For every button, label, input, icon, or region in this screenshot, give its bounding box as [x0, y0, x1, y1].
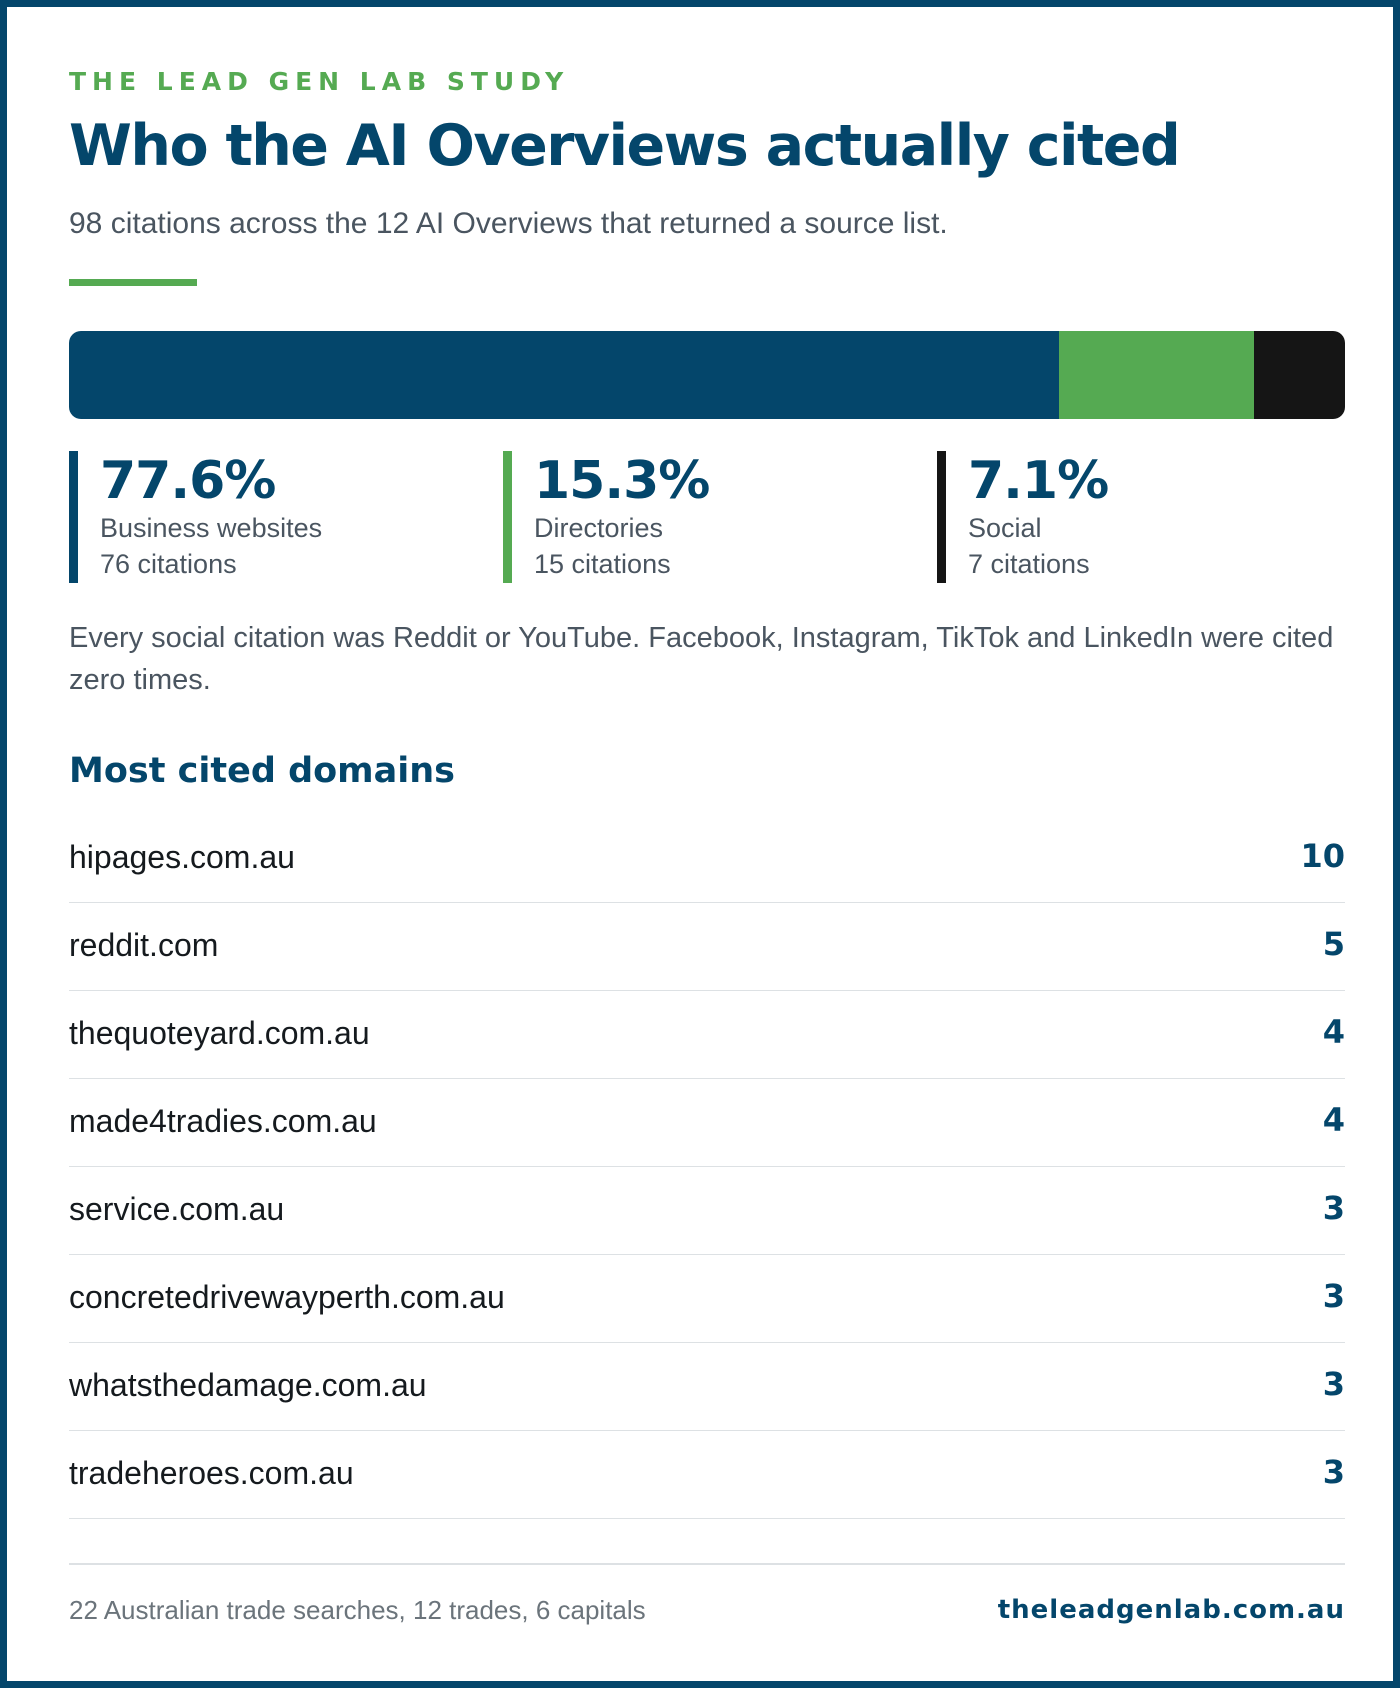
stat-percent: 7.1% — [968, 451, 1109, 511]
table-row — [69, 903, 1345, 991]
domain-count: 3 — [1322, 1189, 1345, 1227]
stat-label: Social — [968, 513, 1042, 543]
stat-color-bar — [937, 451, 946, 583]
domain-name: concretedrivewayperth.com.au — [69, 1279, 505, 1315]
table-row — [69, 991, 1345, 1079]
table-row — [69, 1431, 1345, 1519]
stat-percent: 77.6% — [100, 451, 276, 511]
stat-label: Directories — [534, 513, 664, 543]
domain-name: made4tradies.com.au — [69, 1103, 377, 1139]
domain-name: reddit.com — [69, 927, 219, 963]
footer-methodology: 22 Australian trade searches, 12 trades, 6 capitals — [69, 1595, 646, 1625]
stat-color-bar — [503, 451, 512, 583]
domain-count: 3 — [1322, 1453, 1345, 1491]
bar-segment-social — [1254, 331, 1345, 419]
social-note: Every social citation was Reddit or YouTube. Facebook, Instagram, TikTok and LinkedIn were cited zero times. — [69, 622, 1334, 696]
domain-name: whatsthedamage.com.au — [69, 1367, 427, 1403]
table-row — [69, 1343, 1345, 1431]
bar-segment-directories — [1059, 331, 1254, 419]
domain-count: 10 — [1300, 837, 1345, 875]
domain-name: thequoteyard.com.au — [69, 1015, 370, 1051]
table-row — [69, 1079, 1345, 1167]
page-subtitle: 98 citations across the 12 AI Overviews that returned a source list. — [69, 207, 948, 240]
table-row — [69, 815, 1345, 903]
domain-count: 3 — [1322, 1277, 1345, 1315]
domain-count: 5 — [1322, 925, 1345, 963]
domain-count: 4 — [1322, 1013, 1345, 1051]
domain-name: service.com.au — [69, 1191, 285, 1227]
stacked-share-bar — [69, 331, 1345, 419]
stat-business-websites — [69, 451, 323, 583]
eyebrow-label: THE LEAD GEN LAB STUDY — [69, 67, 570, 96]
stat-count: 7 citations — [968, 549, 1090, 579]
section-title-most-cited: Most cited domains — [69, 751, 456, 791]
bar-segment-business-websites — [69, 331, 1059, 419]
stat-count: 76 citations — [100, 549, 237, 579]
table-row — [69, 1167, 1345, 1255]
accent-rule — [69, 279, 197, 286]
footer-site-link[interactable]: theleadgenlab.com.au — [997, 1595, 1345, 1625]
stat-count: 15 citations — [534, 549, 671, 579]
footer-divider — [69, 1563, 1345, 1565]
stat-directories — [503, 451, 710, 583]
domain-name: hipages.com.au — [69, 839, 295, 875]
domain-count: 3 — [1322, 1365, 1345, 1403]
page-title: Who the AI Overviews actually cited — [69, 113, 1180, 179]
stat-color-bar — [69, 451, 78, 583]
stat-percent: 15.3% — [534, 451, 710, 511]
table-row — [69, 1255, 1345, 1343]
domain-list — [69, 815, 1345, 1519]
domain-name: tradeheroes.com.au — [69, 1455, 354, 1491]
stat-label: Business websites — [100, 513, 323, 543]
stat-social — [937, 451, 1109, 583]
domain-count: 4 — [1322, 1101, 1345, 1139]
